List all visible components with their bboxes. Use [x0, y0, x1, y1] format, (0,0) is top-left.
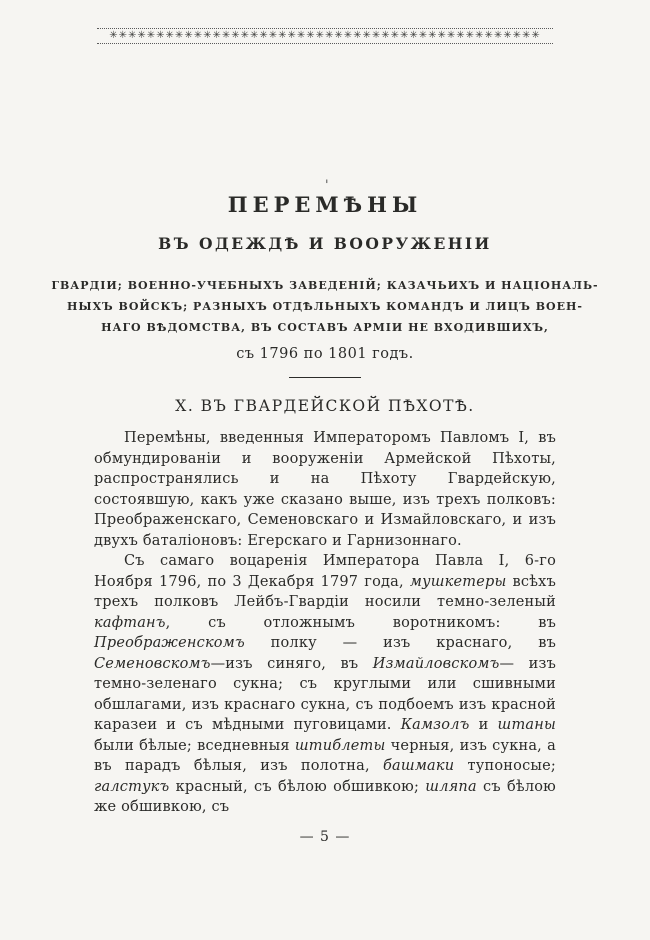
text-run: полку — изъ краснаго, въ [244, 635, 556, 651]
italic-run: Камзолъ [400, 717, 470, 733]
italic-run: шляпа [425, 778, 477, 795]
text-run: тупоносые; [454, 758, 556, 774]
text-run: , съ отложнымъ воротникомъ: въ [165, 614, 556, 631]
paragraph [94, 428, 556, 551]
text-run: всѣхъ трехъ полковъ Лейбъ-Гвардіи носили темно-зеленый [94, 573, 556, 610]
subheading-block [0, 275, 650, 338]
italic-run: штаны [497, 717, 557, 733]
italic-run: Измайловскомъ [372, 655, 500, 672]
text-run: черныя, изъ сукна, а въ парадъ бѣлыя, изъ полотна, [94, 737, 556, 774]
text-run: и [469, 717, 498, 733]
subheading-line: ГВАРДІИ; ВОЕННО-УЧЕБНЫХЪ ЗАВЕДЕНІЙ; КАЗАЧЬИХЪ И НАЦІОНАЛЬ- [51, 279, 599, 292]
italic-run: галстукъ [94, 778, 170, 795]
text-run: —изъ синяго, въ [210, 655, 373, 672]
subheading-line: НАГО ВѢДОМСТВА, ВЪ СОСТАВЪ АРМІИ НЕ ВХОДИВШИХЪ, [101, 321, 549, 334]
text-run: Перемѣны, введенныя Императоромъ Павломъ I, въ обмундированіи и вооруженіи Армейской Пѣхоты, распространялись и на Пѣхоту Гвардейскую, состоявшую, какъ уже сказано выше, изъ трехъ полковъ: Преображенскаго, Семеновскаго и Измайловскаго, и изъ двухъ баталіоновъ: Егерскаго и Гарнизоннаго. [94, 430, 556, 549]
subtitle: ВЪ ОДЕЖДѢ И ВООРУЖЕНІИ [158, 234, 492, 253]
page-title: ПЕРЕМѢНЫ [227, 192, 423, 217]
italic-run: штиблеты [294, 737, 386, 754]
text-run: съ бѣлою же обшивкою, съ [94, 778, 557, 815]
page-number: — 5 — [299, 828, 351, 845]
paragraph [94, 551, 556, 818]
italic-run: башмаки [383, 758, 455, 774]
body-text [94, 428, 556, 818]
italic-run: Преображенскомъ [94, 635, 245, 651]
section-heading: X. ВЪ ГВАРДЕЙСКОЙ ПѢХОТѢ. [175, 397, 475, 415]
italic-run: мушкетеры [409, 573, 507, 590]
subheading-line: НЫХЪ ВОЙСКЪ; РАЗНЫХЪ ОТДѢЛЬНЫХЪ КОМАНДЪ И ЛИЦЪ ВОЕН- [67, 300, 583, 313]
scan-artifact-mark: ' [325, 178, 329, 193]
text-run: Съ самаго воцаренія Императора Павла I, 6-го Ноября 1796, по 3 Декабря 1797 года, [94, 553, 556, 590]
text-run: были бѣлые; вседневныя [94, 737, 295, 754]
italic-run: кафтанъ [94, 614, 166, 631]
text-run: — изъ темно-зеленаго сукна; съ круглыми или сшивными обшлагами, изъ краснаго сукна, съ подбоемъ изъ красной каразеи и съ мѣдными пуговицами. [94, 655, 556, 733]
text-run: красный, съ бѣлою обшивкою; [169, 778, 426, 795]
divider-rule [289, 377, 361, 378]
italic-run: Семеновскомъ [94, 655, 211, 672]
ornament-band-icon: ✳✳✳✳✳✳✳✳✳✳✳✳✳✳✳✳✳✳✳✳✳✳✳✳✳✳✳✳✳✳✳✳✳✳✳✳✳✳✳✳✳✳✳✳✳✳ [97, 28, 553, 44]
date-range-line: съ 1796 по 1801 годъ. [236, 346, 414, 362]
